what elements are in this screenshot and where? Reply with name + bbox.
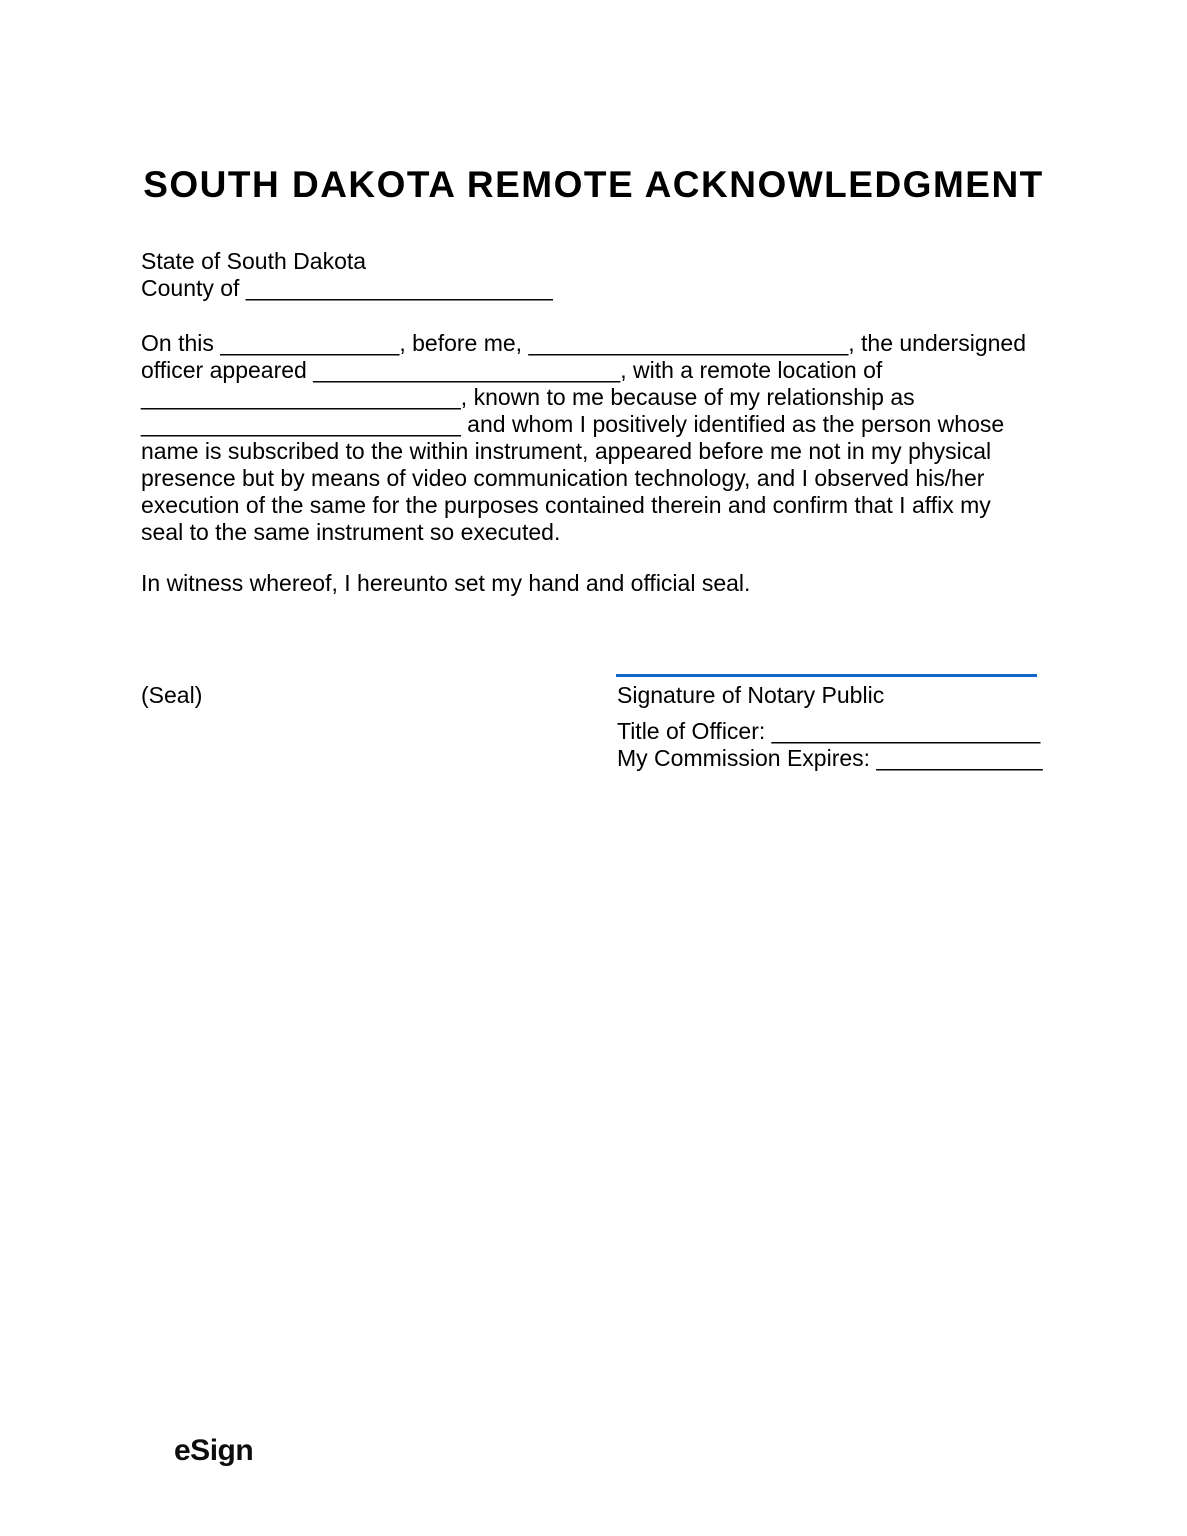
acknowledgment-paragraph [141,330,1071,546]
witness-clause: In witness whereof, I hereunto set my hand and official seal. [141,570,751,596]
paragraph-line: seal to the same instrument so executed. [141,519,561,545]
county-line: County of ________________________ [141,275,553,301]
notary-details-block [617,718,1043,772]
document-title: SOUTH DAKOTA REMOTE ACKNOWLEDGMENT [143,163,1044,205]
venue-block [141,248,553,302]
paragraph-line: name is subscribed to the within instrument, appeared before me not in my physical [141,438,992,464]
paragraph-line: _________________________ and whom I positively identified as the person whose [141,411,1005,437]
paragraph-line: officer appeared ________________________, with a remote location of [141,357,883,383]
commission-expires-line: My Commission Expires: _____________ [617,745,1043,771]
esign-logo: eSign [174,1434,254,1467]
paragraph-line: _________________________, known to me because of my relationship as [141,384,915,410]
paragraph-line: execution of the same for the purposes contained therein and confirm that I affix my [141,492,991,518]
notary-signature-line [616,674,1037,677]
title-of-officer-line: Title of Officer: _____________________ [617,718,1041,744]
paragraph-line: On this ______________, before me, _________________________, the undersigned [141,330,1026,356]
signature-of-notary-label: Signature of Notary Public [617,682,885,708]
paragraph-line: presence but by means of video communication technology, and I observed his/her [141,465,985,491]
state-line: State of South Dakota [141,248,367,274]
seal-label: (Seal) [141,682,203,708]
